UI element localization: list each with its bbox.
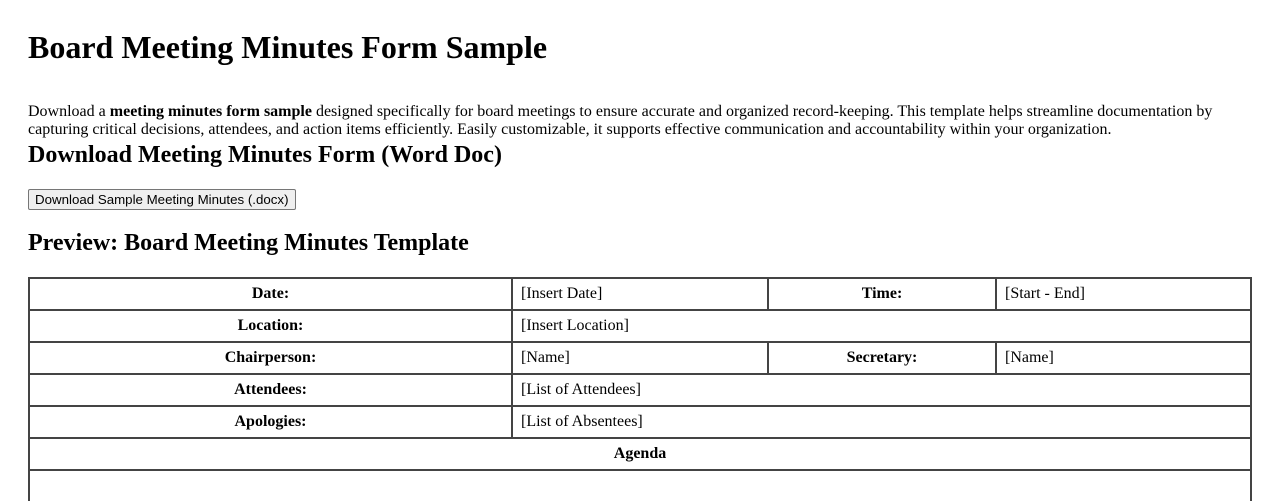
download-heading: Download Meeting Minutes Form (Word Doc) xyxy=(28,142,502,168)
apologies-label: Apologies: xyxy=(29,406,512,438)
table-row-date-time xyxy=(29,278,1251,310)
table-row-attendees xyxy=(29,374,1251,406)
agenda-content-cell xyxy=(29,470,1251,501)
attendees-value: [List of Attendees] xyxy=(512,374,1251,406)
attendees-label: Attendees: xyxy=(29,374,512,406)
apologies-value: [List of Absentees] xyxy=(512,406,1251,438)
minutes-table xyxy=(28,277,1252,501)
time-label: Time: xyxy=(768,278,996,310)
intro-paragraph xyxy=(28,103,1250,139)
table-row-chair-secretary xyxy=(29,342,1251,374)
intro-text-bold: meeting minutes form sample xyxy=(109,103,312,120)
table-row-agenda-content xyxy=(29,470,1251,501)
date-label: Date: xyxy=(29,278,512,310)
page-title: Board Meeting Minutes Form Sample xyxy=(28,29,548,65)
chairperson-value: [Name] xyxy=(512,342,768,374)
secretary-label: Secretary: xyxy=(768,342,996,374)
table-row-apologies xyxy=(29,406,1251,438)
chairperson-label: Chairperson: xyxy=(29,342,512,374)
download-docx-button[interactable]: Download Sample Meeting Minutes (.docx) xyxy=(28,189,296,210)
intro-text-post: designed specifically for board meetings to ensure accurate and organized record-keeping. This template helps streamline documentation by capturing critical decisions, attendees, and action items efficiently. Easily customizable, it supports effective communication and accountability within your organization. xyxy=(28,103,1213,138)
table-row-agenda xyxy=(29,438,1251,470)
agenda-section-header: Agenda xyxy=(29,438,1251,470)
location-value: [Insert Location] xyxy=(512,310,1251,342)
intro-text-pre: Download a xyxy=(28,103,110,120)
preview-heading: Preview: Board Meeting Minutes Template xyxy=(28,230,469,256)
time-value: [Start - End] xyxy=(996,278,1251,310)
date-value: [Insert Date] xyxy=(512,278,768,310)
location-label: Location: xyxy=(29,310,512,342)
secretary-value: [Name] xyxy=(996,342,1251,374)
table-row-location xyxy=(29,310,1251,342)
